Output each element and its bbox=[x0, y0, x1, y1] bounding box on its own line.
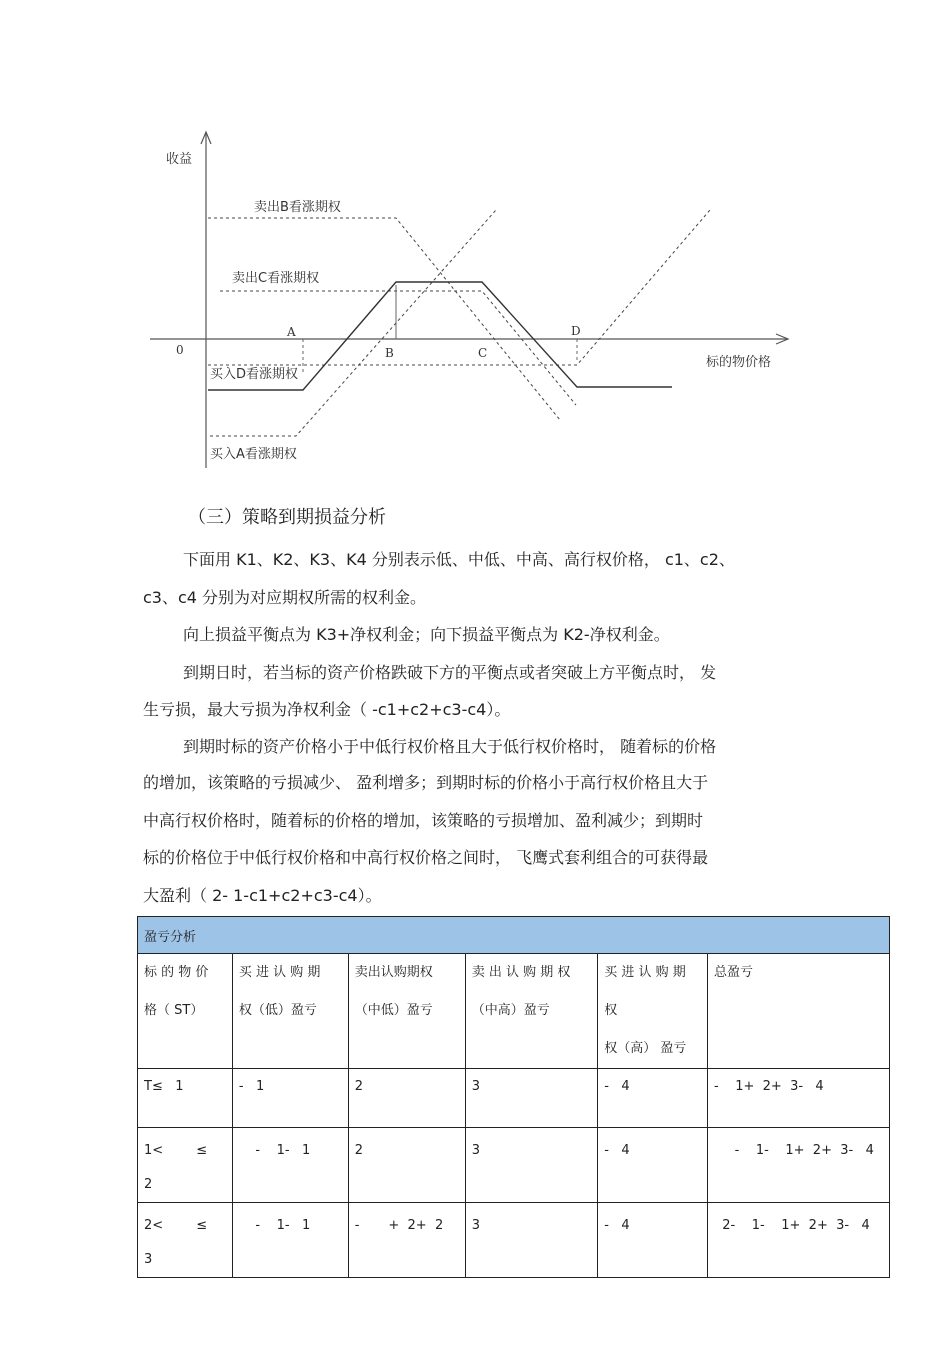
paragraph-3-line-2: 生亏损，最大亏损为净权利金（ -c1+c2+c3-c4）。 bbox=[143, 700, 511, 719]
sell-c-call-line bbox=[220, 291, 576, 405]
table-cell: 3 bbox=[465, 1069, 598, 1128]
header-sell-midlow: 卖出认购期权 （中低）盈亏 bbox=[348, 954, 465, 1069]
y-axis-label: 收益 bbox=[166, 152, 193, 167]
table-header-row bbox=[138, 954, 890, 1069]
header-buy-low: 买 进 认 购 期 权（低）盈亏 bbox=[232, 954, 348, 1069]
paragraph-4-line-1: 到期时标的资产价格小于中低行权价格且大于低行权价格时， 随着标的价格 bbox=[183, 737, 717, 756]
paragraph-4-line-4: 标的价格位于中低行权价格和中高行权价格之间时， 飞鹰式套利组合的可获得最 bbox=[143, 848, 709, 867]
origin-label: 0 bbox=[176, 343, 184, 357]
paragraph-4-line-3: 中高行权价格时，随着标的价格的增加，该策略的亏损增加、盈利减少；到期时 bbox=[143, 811, 704, 830]
header-st: 标 的 物 价 格（ ST） bbox=[138, 954, 233, 1069]
point-b-label: B bbox=[385, 346, 394, 360]
table-row bbox=[138, 1203, 890, 1278]
section-title: （三）策略到期损益分析 bbox=[188, 507, 386, 528]
paragraph-4-line-2: 的增加，该策略的亏损减少、 盈利增多；到期时标的价格小于高行权价格且大于 bbox=[143, 773, 709, 792]
point-d-label: D bbox=[571, 324, 581, 338]
table-cell: - 4 bbox=[598, 1128, 708, 1203]
table-cell: - 1- 1 bbox=[232, 1203, 348, 1278]
table-cell: - 1+ 2+ 3- 4 bbox=[708, 1069, 890, 1128]
table-cell: - 1- 1 bbox=[232, 1128, 348, 1203]
buy-a-call-line bbox=[210, 210, 496, 436]
table-cell: - 4 bbox=[598, 1203, 708, 1278]
paragraph-1-line-2: c3、c4 分别为对应期权所需的权利金。 bbox=[143, 588, 427, 607]
table-cell: - + 2+ 2 bbox=[348, 1203, 465, 1278]
sell-b-label: 卖出B看涨期权 bbox=[254, 200, 341, 215]
paragraph-3-line-1: 到期日时，若当标的资产价格跌破下方的平衡点或者突破上方平衡点时， 发 bbox=[183, 663, 717, 682]
table-title: 盈亏分析 bbox=[138, 917, 890, 954]
point-c-label: C bbox=[478, 346, 488, 360]
table-row bbox=[138, 1128, 890, 1203]
table-cell: - 4 bbox=[598, 1069, 708, 1128]
payoff-diagram bbox=[140, 120, 800, 480]
paragraph-1-line-1: 下面用 K1、K2、K3、K4 分别表示低、中低、中高、高行权价格， c1、c2、 bbox=[183, 550, 735, 569]
buy-a-label: 买入A看涨期权 bbox=[210, 447, 297, 462]
table-cell: 2 bbox=[348, 1128, 465, 1203]
buy-d-call-line bbox=[208, 210, 710, 365]
table-cell: 2 bbox=[348, 1069, 465, 1128]
table-cell: T≤ 1 bbox=[138, 1069, 233, 1128]
point-a-label: A bbox=[287, 325, 296, 339]
table-cell: 3 bbox=[465, 1128, 598, 1203]
paragraph-4-line-5: 大盈利（ 2- 1-c1+c2+c3-c4）。 bbox=[143, 886, 382, 905]
profit-loss-table bbox=[137, 916, 890, 1278]
table-cell: - 1 bbox=[232, 1069, 348, 1128]
table-cell: 2- 1- 1+ 2+ 3- 4 bbox=[708, 1203, 890, 1278]
table-title-row bbox=[138, 917, 890, 954]
table-cell: 1< ≤ 2 bbox=[138, 1128, 233, 1203]
table-row bbox=[138, 1069, 890, 1128]
buy-d-label: 买入D看涨期权 bbox=[210, 367, 299, 382]
header-sell-midhigh: 卖 出 认 购 期 权 （中高）盈亏 bbox=[465, 954, 598, 1069]
table-cell: 3 bbox=[465, 1203, 598, 1278]
header-total: 总盈亏 bbox=[708, 954, 890, 1069]
table-cell: 2< ≤ 3 bbox=[138, 1203, 233, 1278]
sell-c-label: 卖出C看涨期权 bbox=[232, 271, 320, 286]
table-cell: - 1- 1+ 2+ 3- 4 bbox=[708, 1128, 890, 1203]
paragraph-2: 向上损益平衡点为 K3+净权利金；向下损益平衡点为 K2-净权利金。 bbox=[183, 625, 670, 644]
header-buy-high: 买 进 认 购 期 权 权（高） 盈亏 bbox=[598, 954, 708, 1069]
x-axis-label: 标的物价格 bbox=[706, 355, 772, 370]
